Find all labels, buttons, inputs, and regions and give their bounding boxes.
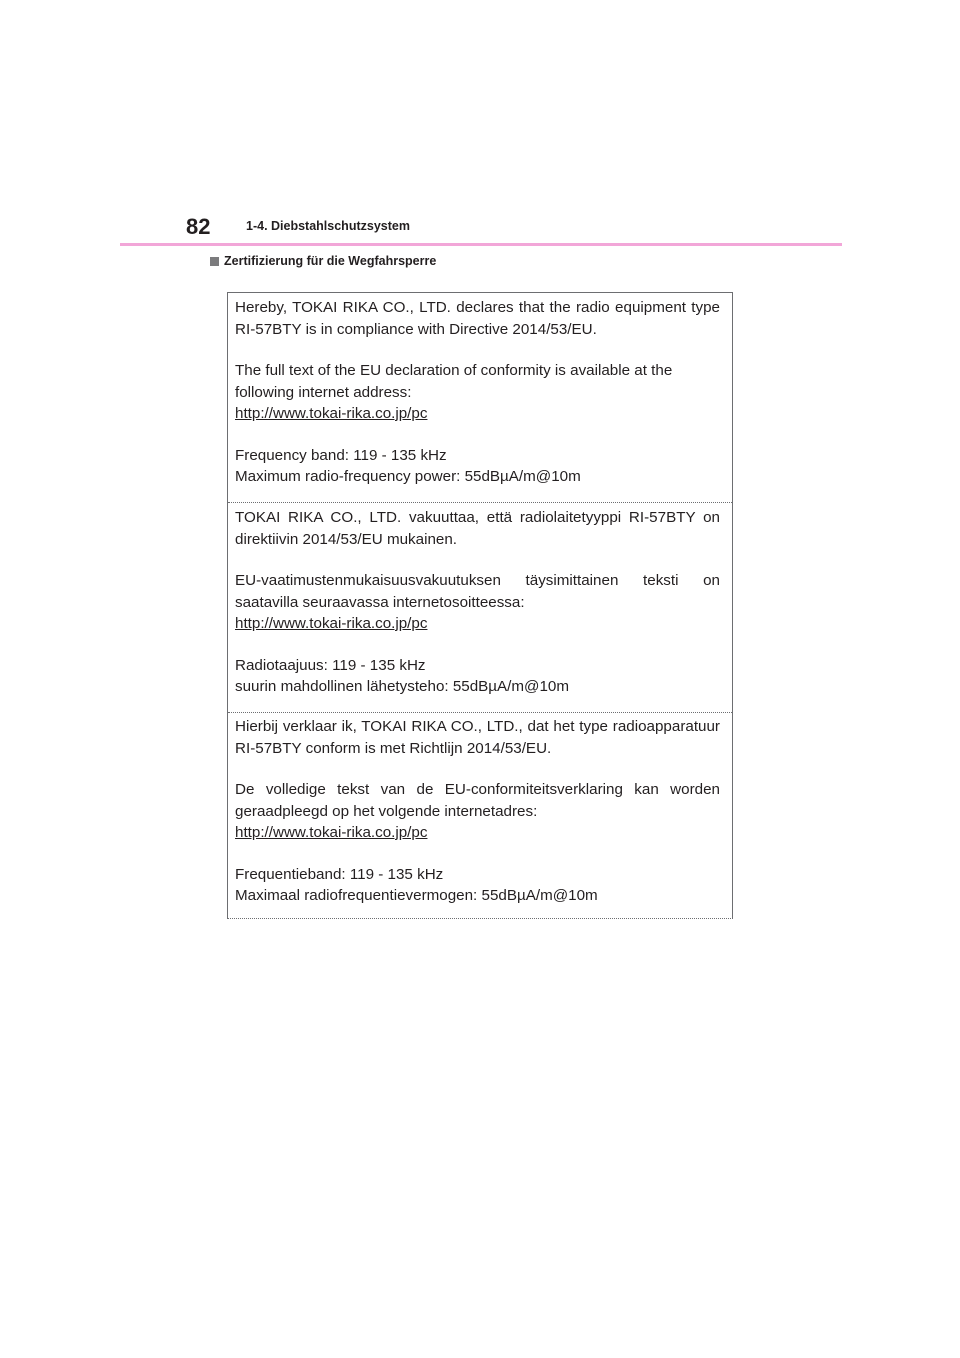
frequency-band: Frequentieband: 119 - 135 kHz bbox=[235, 865, 444, 883]
declaration-finnish bbox=[228, 507, 732, 698]
declaration-availability: The full text of the EU declaration of conformity is available at the following internet address: bbox=[235, 362, 673, 401]
declaration-statement: Hierbij verklaar ik, TOKAI RIKA CO., LTD., dat het type radioapparatuur RI-57BTY conform is met Richtlijn 2014/53/EU. bbox=[235, 718, 720, 757]
max-power: Maximaal radiofrequentievermogen: 55dBµA/m@10m bbox=[235, 887, 598, 904]
page-number: 82 bbox=[186, 214, 211, 239]
section-heading-text: Zertifizierung für die Wegfahrsperre bbox=[224, 254, 437, 268]
max-power: suurin mahdollinen lähetysteho: 55dBµA/m@10m bbox=[235, 678, 570, 695]
section-heading bbox=[210, 254, 436, 268]
header-rule bbox=[120, 243, 842, 246]
declaration-availability: De volledige tekst van de EU-conformiteitsverklaring kan worden geraadpleegd op het volgende internetadres: bbox=[235, 781, 720, 820]
declaration-url-link[interactable]: http://www.tokai-rika.co.jp/pc bbox=[235, 824, 428, 841]
declaration-statement: Hereby, TOKAI RIKA CO., LTD. declares that the radio equipment type RI-57BTY is in compliance with Directive 2014/53/EU. bbox=[235, 299, 720, 338]
frequency-band: Frequency band: 119 - 135 kHz bbox=[235, 446, 447, 464]
declaration-url-link[interactable]: http://www.tokai-rika.co.jp/pc bbox=[235, 405, 428, 422]
declaration-availability: EU-vaatimustenmukaisuusvakuutuksen täysimittainen teksti on saatavilla seuraavassa internetosoitteessa: bbox=[235, 572, 720, 611]
declaration-dutch bbox=[228, 716, 732, 907]
declaration-url-link[interactable]: http://www.tokai-rika.co.jp/pc bbox=[235, 615, 428, 632]
section-divider bbox=[228, 502, 732, 503]
section-divider bbox=[228, 712, 732, 713]
square-bullet-icon bbox=[210, 257, 219, 266]
max-power: Maximum radio-frequency power: 55dBµA/m@10m bbox=[235, 468, 581, 485]
certification-box bbox=[227, 292, 733, 919]
chapter-title: 1-4. Diebstahlschutzsystem bbox=[246, 219, 410, 233]
declaration-english bbox=[228, 297, 732, 488]
frequency-band: Radiotaajuus: 119 - 135 kHz bbox=[235, 656, 426, 674]
declaration-statement: TOKAI RIKA CO., LTD. vakuuttaa, että radiolaitetyyppi RI-57BTY on direktiivin 2014/53/EU mukainen. bbox=[235, 509, 720, 548]
